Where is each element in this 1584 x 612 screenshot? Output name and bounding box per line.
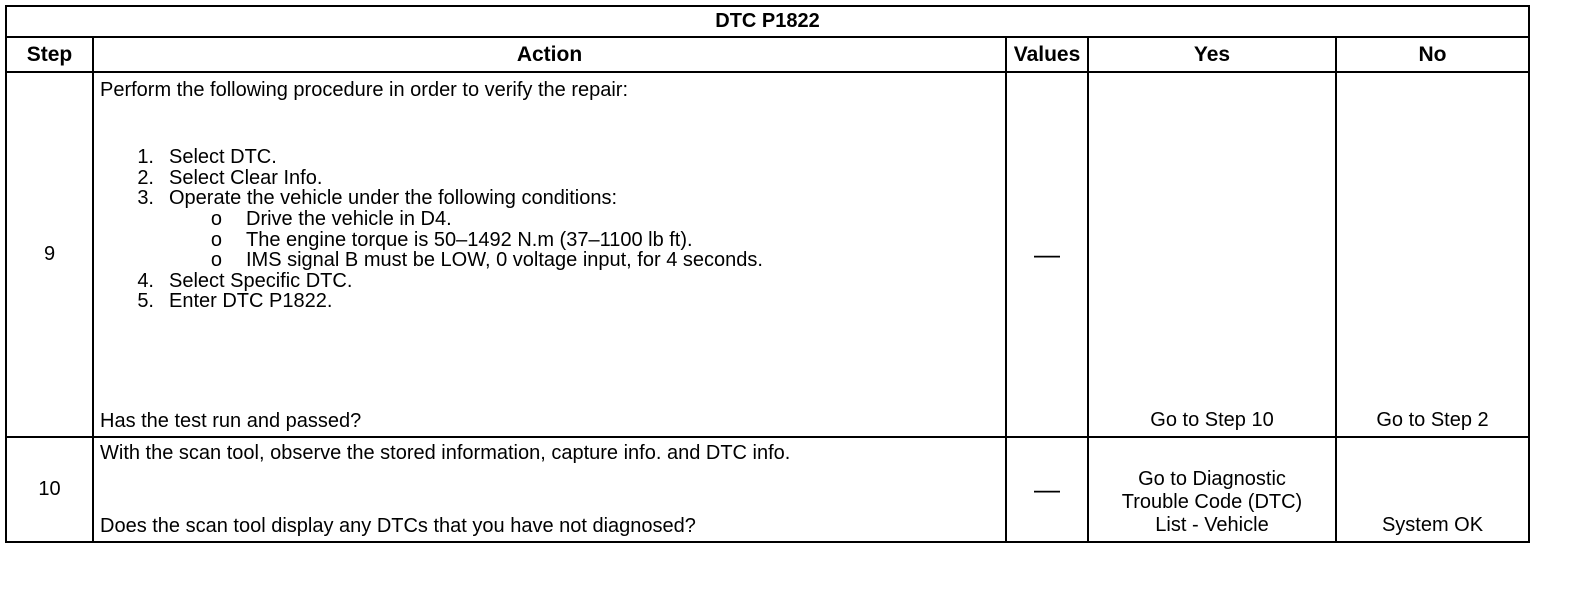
sub-list-item [100,250,999,271]
action-intro: With the scan tool, observe the stored information, capture info. and DTC info. [100,442,791,464]
list-item [100,168,999,189]
action-cell [93,437,1006,542]
sub-list-item-text: IMS signal B must be LOW, 0 voltage input, for 4 seconds. [246,249,763,272]
sub-list-item-text: Drive the vehicle in D4. [246,208,452,231]
list-item-text: Select Specific DTC. [169,269,353,292]
step-number: 9 [6,72,93,437]
action-question: Does the scan tool display any DTCs that you have not diagnosed? [100,515,696,537]
action-cell [93,72,1006,437]
list-item-text: Select DTC. [169,146,277,169]
table-row-step-9 [6,72,1529,437]
dtc-procedure-table [5,5,1530,543]
list-item [100,291,999,312]
header-no: No [1336,37,1529,72]
list-item [100,271,999,292]
header-step: Step [6,37,93,72]
header-row [6,37,1529,72]
list-marker: 2. [137,166,154,189]
yes-link-line: Trouble Code (DTC) [1121,491,1303,513]
list-marker: 1. [137,146,154,169]
no-result: System OK [1336,437,1529,542]
action-intro: Perform the following procedure in order to verify the repair: [100,79,629,101]
list-item-text: Enter DTC P1822. [169,290,333,313]
list-item [100,188,999,209]
yes-link-line: List - Vehicle [1155,514,1269,536]
sub-list-item [100,209,999,230]
procedure-list [100,147,999,312]
yes-link[interactable] [1088,437,1336,542]
list-item-text: Operate the vehicle under the following conditions: [169,187,618,210]
no-link[interactable]: Go to Step 2 [1336,72,1529,437]
yes-link[interactable]: Go to Step 10 [1088,72,1336,437]
header-values: Values [1006,37,1088,72]
yes-link-line: Go to Diagnostic [1138,468,1286,490]
header-action: Action [93,37,1006,72]
header-yes: Yes [1088,37,1336,72]
list-item-text: Select Clear Info. [169,166,323,189]
list-marker: 3. [137,187,154,210]
list-marker: 5. [137,290,154,313]
table-row-step-10 [6,437,1529,542]
table-title: DTC P1822 [6,6,1529,37]
bullet-marker: o [210,249,222,272]
bullet-marker: o [210,208,222,231]
sub-list-item [100,229,999,250]
action-question: Has the test run and passed? [100,410,362,432]
list-item [100,147,999,168]
values-cell: — [1006,72,1088,437]
bullet-marker: o [210,228,222,251]
list-marker: 4. [137,269,154,292]
sub-list-item-text: The engine torque is 50–1492 N.m (37–1100 lb ft). [246,228,693,251]
values-cell: — [1006,437,1088,542]
step-number: 10 [6,437,93,542]
